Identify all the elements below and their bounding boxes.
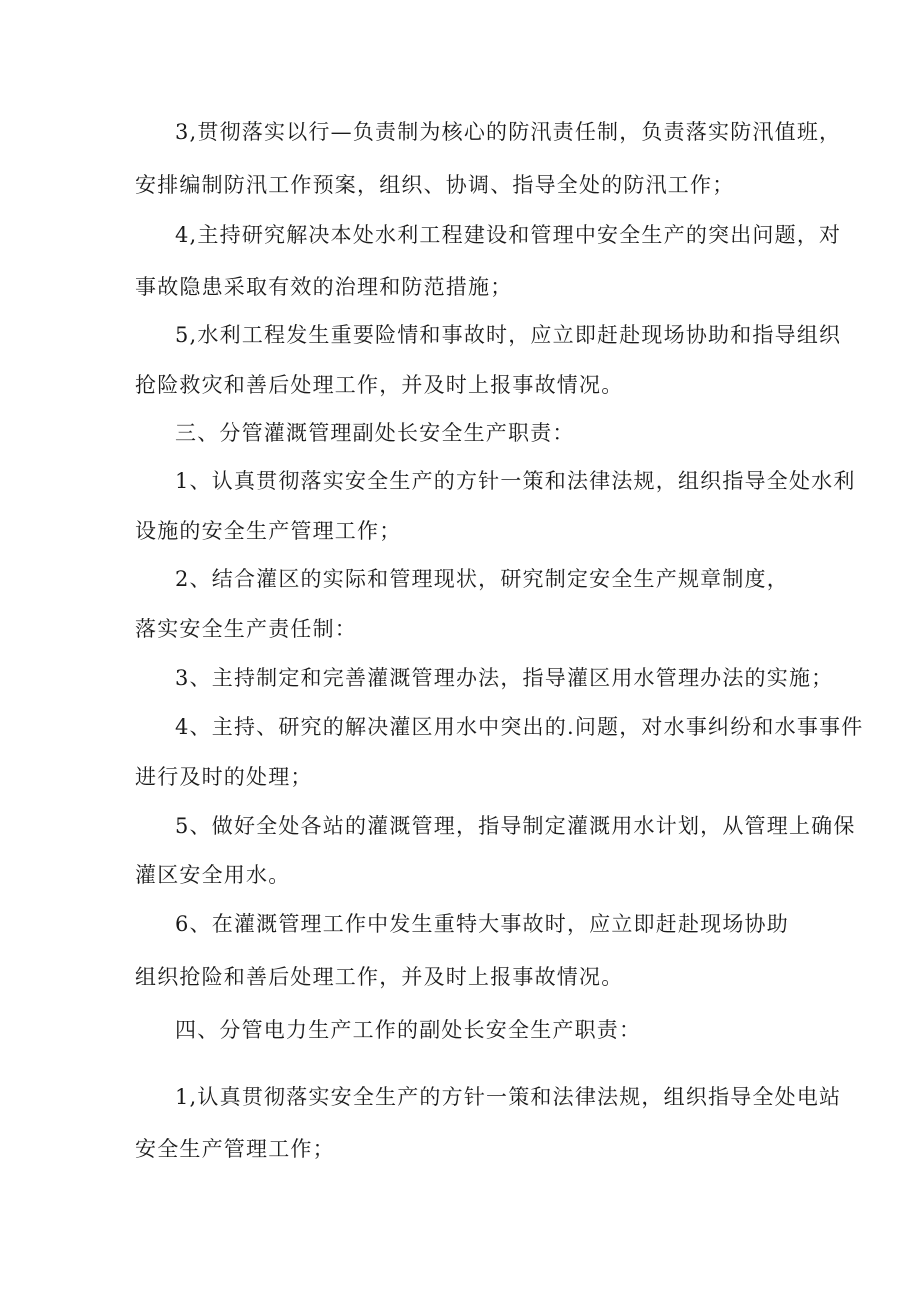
text-line: 5,水利工程发生重要险情和事故时，应立即赶赴现场协助和指导组织	[175, 323, 842, 347]
section-heading: 四、分管电力生产工作的副处长安全生产职责：	[175, 1018, 642, 1042]
text-line: 1、认真贯彻落实安全生产的方针一策和法律法规，组织指导全处水利	[175, 469, 856, 493]
text-line: 2、结合灌区的实际和管理现状，研究制定安全生产规章制度，	[175, 567, 789, 591]
text-line: 1,认真贯彻落实安全生产的方针一策和法律法规，组织指导全处电站	[175, 1085, 842, 1109]
text-line: 组织抢险和善后处理工作，并及时上报事故情况。	[135, 965, 624, 989]
text-line: 5、做好全处各站的灌溉管理，指导制定灌溉用水计划，从管理上确保	[175, 814, 856, 838]
text-line: 事故隐患采取有效的治理和防范措施；	[135, 275, 513, 299]
text-line: 4,主持研究解决本处水利工程建设和管理中安全生产的突出问题，对	[175, 223, 842, 247]
text-line: 进行及时的处理；	[135, 765, 313, 789]
text-line: 落实安全生产责任制：	[135, 617, 357, 641]
text-line: 6、在灌溉管理工作中发生重特大事故时，应立即赶赴现场协助	[175, 912, 789, 936]
text-line: 3、主持制定和完善灌溉管理办法，指导灌区用水管理办法的实施；	[175, 666, 834, 690]
section-heading: 三、分管灌溉管理副处长安全生产职责：	[175, 421, 575, 445]
text-line: 安全生产管理工作；	[135, 1137, 335, 1161]
text-line: 抢险救灾和善后处理工作，并及时上报事故情况。	[135, 373, 624, 397]
text-line: 3,贯彻落实以行—负责制为核心的防汛责任制，负责落实防汛值班，	[175, 120, 842, 144]
text-line: 设施的安全生产管理工作；	[135, 519, 402, 543]
text-line: 4、主持、研究的解决灌区用水中突出的.问题，对水事纠纷和水事事件	[175, 715, 864, 739]
text-line: 灌区安全用水。	[135, 863, 291, 887]
text-line: 安排编制防汛工作预案，组织、协调、指导全处的防汛工作；	[135, 173, 735, 197]
